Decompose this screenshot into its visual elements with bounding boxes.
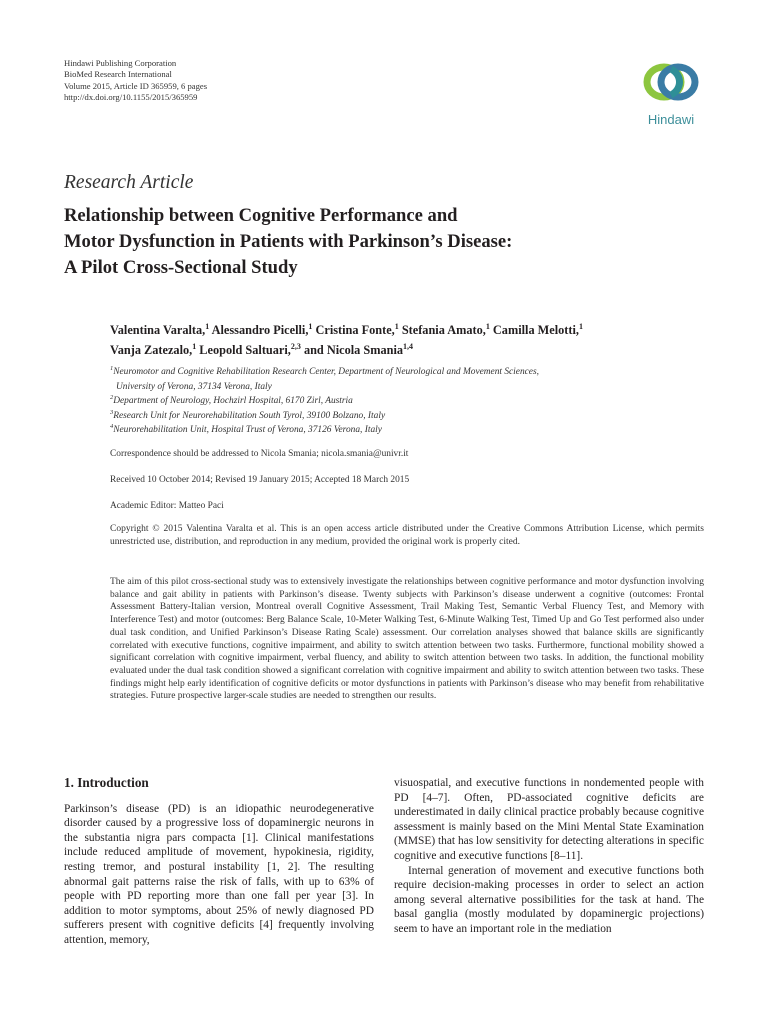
author-name: Cristina Fonte,$^1$ [315,321,399,337]
hindawi-logo-icon [636,54,706,110]
affiliation: $^1$Neuromotor and Cognitive Rehabilitation Research Center, Department of Neurological and Movement Sciences, [110,364,539,377]
section-heading: 1. Introduction [64,775,149,790]
hindawi-logo-text: Hindawi [647,112,695,127]
doi-link[interactable]: http://dx.doi.org/10.1155/2015/365959 [64,91,198,102]
academic-editor: Academic Editor: Matteo Paci [110,501,224,511]
author-name: Vanja Zatezalo,$^1$ [110,341,197,357]
right-column [394,776,704,937]
author-name: Camilla Melotti,$^1$ [492,321,583,337]
author-name: Stefania Amato,$^1$ [401,321,490,337]
affiliation-continued: University of Verona, 37134 Verona, Italy [116,381,272,392]
abstract: The aim of this pilot cross-sectional study was to extensively investigate the relationships between cognitive performance and motor dysfunction involving balance and gait ability in patients with Parkinson’s disease. Twenty subjects with Parkinson’s disease underwent a cognitive (outcomes: Frontal Assessment Battery-Italian version, Montreal overall Cognitive Assessment, Trail Making Test, Semantic Verbal Fluency Test, and Memory with Interference Test) and motor (outcomes: Berg Balance Scale, 10-Meter Walking Test, 6-Minute Walking Test, Timed Up and Go Test performed also under dual task condition, and Unified Parkinson’s Disease Rating Scale) assessment. Our correlation analyses showed that balance skills are significantly correlated with executive functions, cognitive impairment, and ability to switch attention between two tasks. Furthermore, functional mobility showed a significant correlation with cognitive impairment, verbal fluency, and ability to switch attention between two tasks. In addition, the functional mobility evaluated under the dual task condition showed a significant correlation with cognitive impairment and ability to switch attention between two tasks. These findings might help early identification of cognitive deficits or motor dysfunctions in patients with Parkinson’s disease who may benefit from rehabilitative strategies. Future prospective larger-scale studies are needed to strengthen our results. [110,577,704,702]
title-line: A Pilot Cross-Sectional Study [64,257,298,278]
affiliation: $^2$Department of Neurology, Hochzirl Hospital, 6170 Zirl, Austria [110,393,353,406]
title-line: Relationship between Cognitive Performance and [64,205,458,226]
author-name: Leopold Saltuari,$^{2,3}$ [199,341,301,357]
article-dates: Received 10 October 2014; Revised 19 January 2015; Accepted 18 March 2015 [110,475,410,485]
body-paragraph: visuospatial, and executive functions in nondemented people with PD [4–7]. Often, PD-associated cognitive deficits are underestimated in daily clinical practice probably because cognitive assessment is mainly based on the Mini Mental State Examination (MMSE) that has low sensitivity for detecting alterations in specific cognitive and executive functions [8–11]. [394,777,704,862]
copyright-notice: Copyright © 2015 Valentina Varalta et al. This is an open access article distributed under the Creative Commons Attribution License, which permits unrestricted use, distribution, and reproduction in any medium, provided the original work is properly cited. [110,524,704,547]
author-list [110,320,710,360]
publisher-line: Hindawi Publishing Corporation [64,58,177,68]
body-paragraph: Internal generation of movement and executive functions both require decision-making processes in order to select an action among several alternative possibilities for the task at hand. The basal ganglia (mostly modulated by dopaminergic projections) seem to have an important role in the mediation [394,864,704,935]
left-column [64,776,374,948]
body-paragraph: Parkinson’s disease (PD) is an idiopathic neurodegenerative disorder caused by a progressive loss of dopaminergic neurons in the substantia nigra pars compacta [1]. Clinical manifestations include reduced amplitude of movement, hypokinesia, rigidity, resting tremor, and postural instability [1, 2]. The resulting abnormal gait patterns raise the risk of falls, with up to 63% of people with PD reporting more than one fall per year [3]. In addition to motor symptoms, about 25% of newly diagnosed PD sufferers present with cognitive deficits [4] frequently involving attention, memory, [64,802,374,946]
hindawi-logo [636,54,706,127]
article-title [64,203,704,281]
affiliation-list [110,365,710,438]
journal-header [64,58,207,103]
volume-info: Volume 2015, Article ID 365959, 6 pages [64,80,208,91]
correspondence-note: Correspondence should be addressed to Nicola Smania; nicola.smania@univr.it [110,449,409,459]
author-name: Valentina Varalta,$^1$ [110,321,210,337]
title-line: Motor Dysfunction in Patients with Parkinson’s Disease: [64,231,513,252]
author-name: Alessandro Picelli,$^1$ [211,321,313,337]
affiliation: $^4$Neurorehabilitation Unit, Hospital Trust of Verona, 37126 Verona, Italy [110,422,382,435]
article-type: Research Article [64,172,194,193]
journal-name: BioMed Research International [64,69,172,80]
author-name: and Nicola Smania$^{1,4}$ [303,341,414,357]
affiliation: $^3$Research Unit for Neurorehabilitation South Tyrol, 39100 Bolzano, Italy [110,408,386,421]
